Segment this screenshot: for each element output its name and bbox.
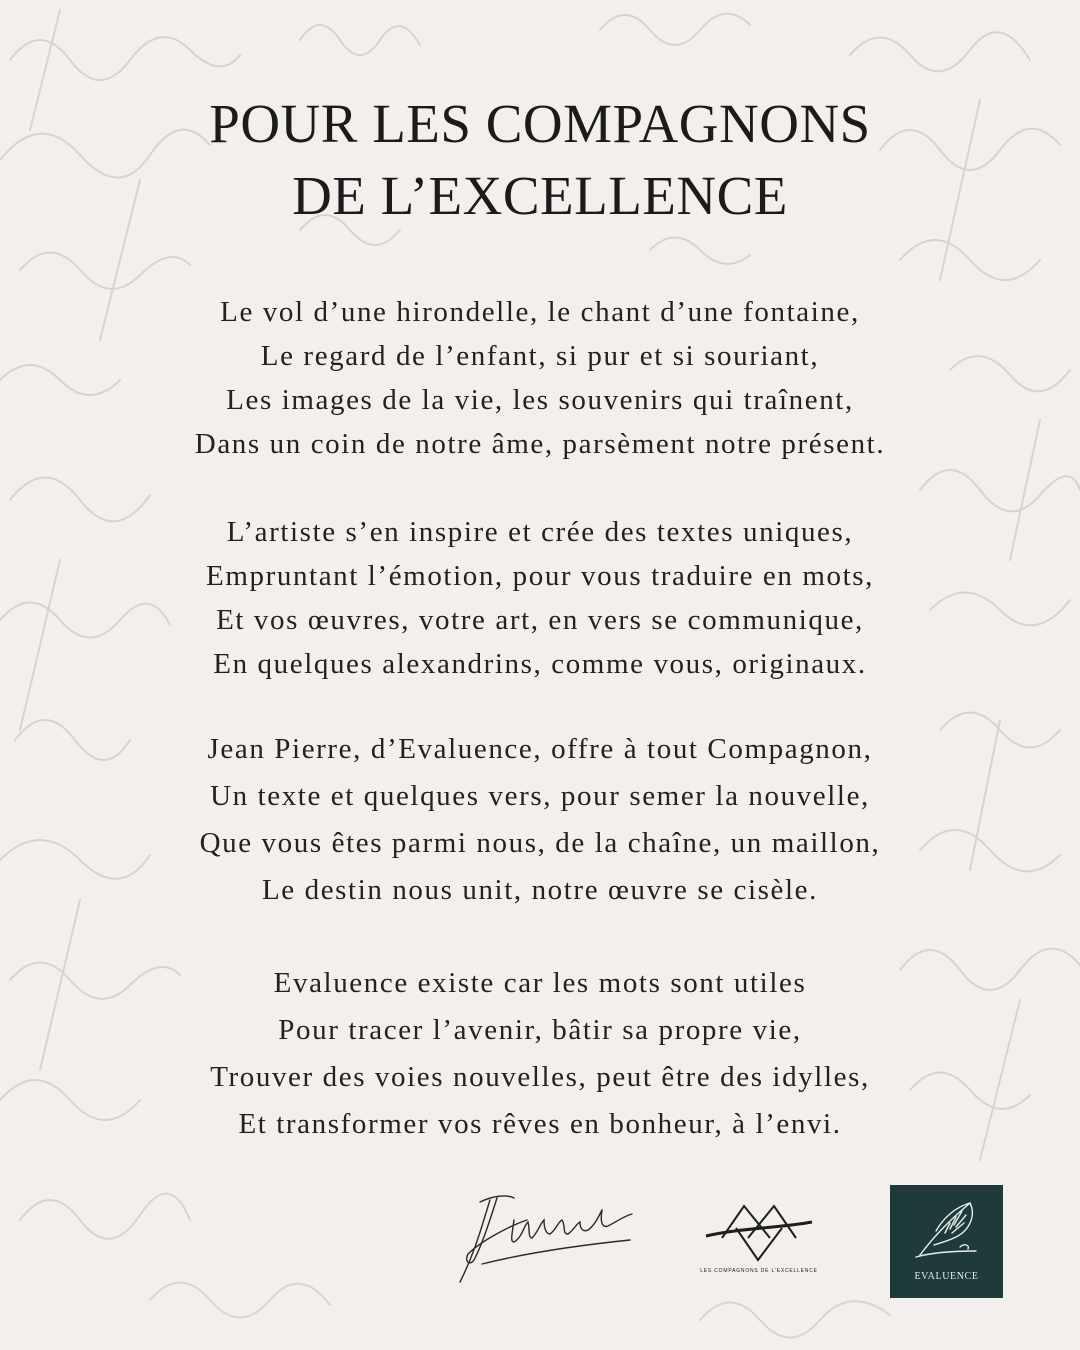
poem-line: Et transformer vos rêves en bonheur, à l’envi. bbox=[238, 1108, 842, 1140]
stanza bbox=[0, 290, 1080, 466]
poem-title bbox=[0, 88, 1080, 232]
evaluence-logo bbox=[890, 1185, 1003, 1298]
poem-line: L’artiste s’en inspire et crée des textes uniques, bbox=[226, 516, 854, 548]
stanza bbox=[0, 960, 1080, 1148]
poem-line: Le regard de l’enfant, si pur et si souriant, bbox=[260, 340, 820, 372]
title-line-1: POUR LES COMPAGNONS bbox=[209, 93, 871, 154]
poem-line: Un texte et quelques vers, pour semer la nouvelle, bbox=[210, 780, 870, 812]
poem-line: Trouver des voies nouvelles, peut être des idylles, bbox=[210, 1061, 870, 1093]
interlaced-triangles-icon bbox=[700, 1198, 818, 1264]
title-line-2: DE L’EXCELLENCE bbox=[292, 165, 788, 226]
stanza bbox=[0, 726, 1080, 914]
compagnons-logo bbox=[700, 1198, 818, 1283]
poem-line: Empruntant l’émotion, pour vous traduire en mots, bbox=[206, 560, 874, 592]
poem-line: Dans un coin de notre âme, parsèment notre présent. bbox=[194, 428, 886, 460]
signature-icon bbox=[452, 1180, 637, 1290]
poem-line: Et vos œuvres, votre art, en vers se communique, bbox=[216, 604, 864, 636]
poem-line: Le vol d’une hirondelle, le chant d’une fontaine, bbox=[220, 296, 860, 328]
poem-line: Evaluence existe car les mots sont utiles bbox=[273, 967, 807, 999]
poem-line: Pour tracer l’avenir, bâtir sa propre vie, bbox=[278, 1014, 802, 1046]
poem-line: Le destin nous unit, notre œuvre se cisèle. bbox=[261, 874, 819, 906]
stanza bbox=[0, 510, 1080, 686]
poem-line: En quelques alexandrins, comme vous, originaux. bbox=[213, 648, 867, 680]
compagnons-logo-text: LES COMPAGNONS DE L’EXCELLENCE bbox=[700, 1268, 818, 1274]
evaluence-logo-text: EVALUENCE bbox=[914, 1271, 979, 1282]
quill-feather-icon bbox=[890, 1185, 1003, 1270]
poem-line: Jean Pierre, d’Evaluence, offre à tout Compagnon, bbox=[207, 733, 873, 765]
poem-line: Que vous êtes parmi nous, de la chaîne, un maillon, bbox=[199, 827, 881, 859]
poem-line: Les images de la vie, les souvenirs qui traînent, bbox=[226, 384, 854, 416]
